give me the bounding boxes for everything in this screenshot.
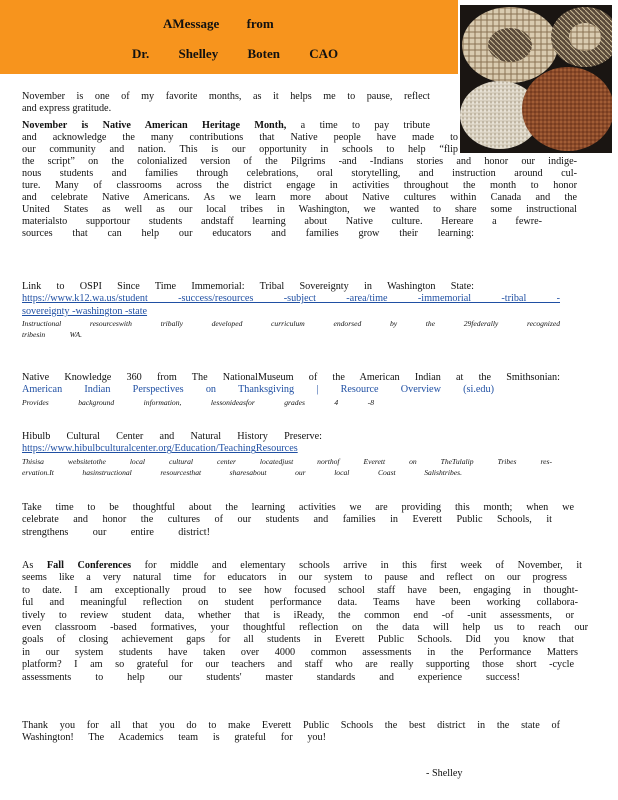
intro-narrow bbox=[22, 91, 430, 115]
paragraph-line: seems like a very natural time for educators in our system to pause and reflect on our progress bbox=[22, 572, 567, 584]
header-title-line2: Dr. Shelley Boten CAO bbox=[132, 46, 339, 61]
reflection-paragraph bbox=[22, 502, 582, 539]
resource-link[interactable]: sovereignty -washington -state bbox=[22, 305, 148, 317]
resource-nk360 bbox=[22, 372, 582, 408]
resource-note: tribesin WA. bbox=[22, 330, 82, 340]
intro-line: the script” on the colonialized version of the Pilgrims -and -Indians stories and honor our indige- bbox=[22, 156, 577, 167]
resource-ospi bbox=[22, 281, 582, 340]
heritage-line bbox=[22, 120, 430, 132]
baskets-photo bbox=[460, 5, 612, 153]
intro-line: materialsto supportour students andstaff learning about Native culture. Hereare a fewre- bbox=[22, 216, 542, 227]
resource-note: Instructional resourceswith tribally developed curriculum endorsed by the 29federally recognized bbox=[22, 319, 560, 329]
resource-hibulb bbox=[22, 431, 582, 478]
conferences-paragraph bbox=[22, 560, 588, 684]
resource-heading: Hibulb Cultural Center and Natural History Preserve: bbox=[22, 431, 322, 442]
paragraph-line: Take time to be thoughtful about the learning activities we are providing this month; when we bbox=[22, 502, 574, 513]
resource-link[interactable]: American Indian Perspectives on Thanksgiving | Resource Overview (si.edu) bbox=[22, 384, 494, 396]
intro-line: and express gratitude. bbox=[22, 103, 112, 114]
resource-note: ervation.It hasinstructional resourcesthat sharesabout our local Coast Salishtribes. bbox=[22, 467, 462, 477]
paragraph-line: Washington! The Academics team is grateful for you! bbox=[22, 732, 326, 744]
baskets-photo-icon bbox=[460, 5, 612, 153]
header-banner bbox=[0, 0, 458, 74]
intro-mid-1 bbox=[22, 132, 458, 156]
intro-line: nous students and families through celebrations, oral storytelling, and instruction around cul- bbox=[22, 168, 577, 179]
intro-line: sources that can help our educators and families grow their learning: bbox=[22, 228, 474, 239]
resource-note: Thisisa websitetothe local cultural center locatedjust northof Everett on TheTulalip Tribes res- bbox=[22, 456, 552, 466]
conferences-bold: Fall Conferences bbox=[46, 560, 132, 571]
paragraph-line: platform? I am so grateful for our teachers and staff who are really supporting those short -cycle bbox=[22, 659, 574, 671]
resource-link[interactable]: https://www.k12.wa.us/student -success/resources -subject -area/time -immemorial -tribal - bbox=[22, 293, 560, 305]
header-title-line1: AMessage from bbox=[163, 16, 274, 31]
conferences-rest: for middle and elementary schools arrive in this first week of November, it bbox=[131, 560, 583, 571]
intro-line: November is one of my favorite months, as it helps me to pause, reflect bbox=[22, 91, 430, 102]
resource-heading: Link to OSPI Since Time Immemorial: Tribal Sovereignty in Washington State: bbox=[22, 281, 474, 292]
intro-line: our community and nation. This is our opportunity in schools to help “flip bbox=[22, 144, 458, 155]
closing-paragraph bbox=[22, 720, 582, 745]
resource-note: Provides background information, lessonideasfor grades 4 -8 bbox=[22, 397, 374, 407]
paragraph-line: assessments to help our students' master standards and experience success! bbox=[22, 671, 520, 683]
resource-heading: Native Knowledge 360 from The NationalMuseum of the American Indian at the Smithsonian: bbox=[22, 372, 560, 383]
intro-line: ture. Many of classrooms across the district engage in activities throughout the month to honor bbox=[22, 180, 577, 191]
heritage-bold: November is Native American Heritage Month, bbox=[22, 120, 287, 131]
intro-line: and celebrate Native Americans. As we learn more about Native cultures within Canada and the bbox=[22, 192, 577, 203]
paragraph-line: to date. I am exceptionally proud to see how focused school staff have been, engaging in thought- bbox=[22, 584, 578, 596]
intro-line: United States as well as our local tribes in Washington, we wanted to share some instructional bbox=[22, 204, 577, 215]
conferences-prefix: As bbox=[22, 560, 47, 571]
paragraph-line: ful and meaningful reflection on student performance data. Teams have been working collabora- bbox=[22, 597, 578, 609]
intro-line: and acknowledge the many contributions that Native people have made to bbox=[22, 132, 458, 143]
paragraph-line: in our system students have taken over 4000 common assessments in the Performance Matters bbox=[22, 646, 578, 658]
heritage-rest: a time to pay tribute bbox=[286, 120, 430, 131]
paragraph-line: goals of closing achievement gaps for all students in Everett Public Schools. Did you know that bbox=[22, 634, 574, 646]
signature: - Shelley bbox=[426, 768, 463, 779]
resource-link[interactable]: https://www.hibulbculturalcenter.org/Education/TeachingResources bbox=[22, 443, 298, 455]
paragraph-line: Thank you for all that you do to make Everett Public Schools the best district in the state of bbox=[22, 720, 560, 731]
paragraph-line: celebrate and honor the cultures of our students and families in Everett Public Schools, it bbox=[22, 514, 552, 526]
paragraph-line: tively to review student data, whether that is iReady, the common end -of -unit assessments, or bbox=[22, 609, 574, 621]
paragraph-line: strengthens our entire district! bbox=[22, 526, 210, 538]
paragraph-line: even classroom -based formatives, your thoughtful reflection on the data will help us to reach our bbox=[22, 622, 588, 634]
intro-wide bbox=[22, 156, 577, 240]
